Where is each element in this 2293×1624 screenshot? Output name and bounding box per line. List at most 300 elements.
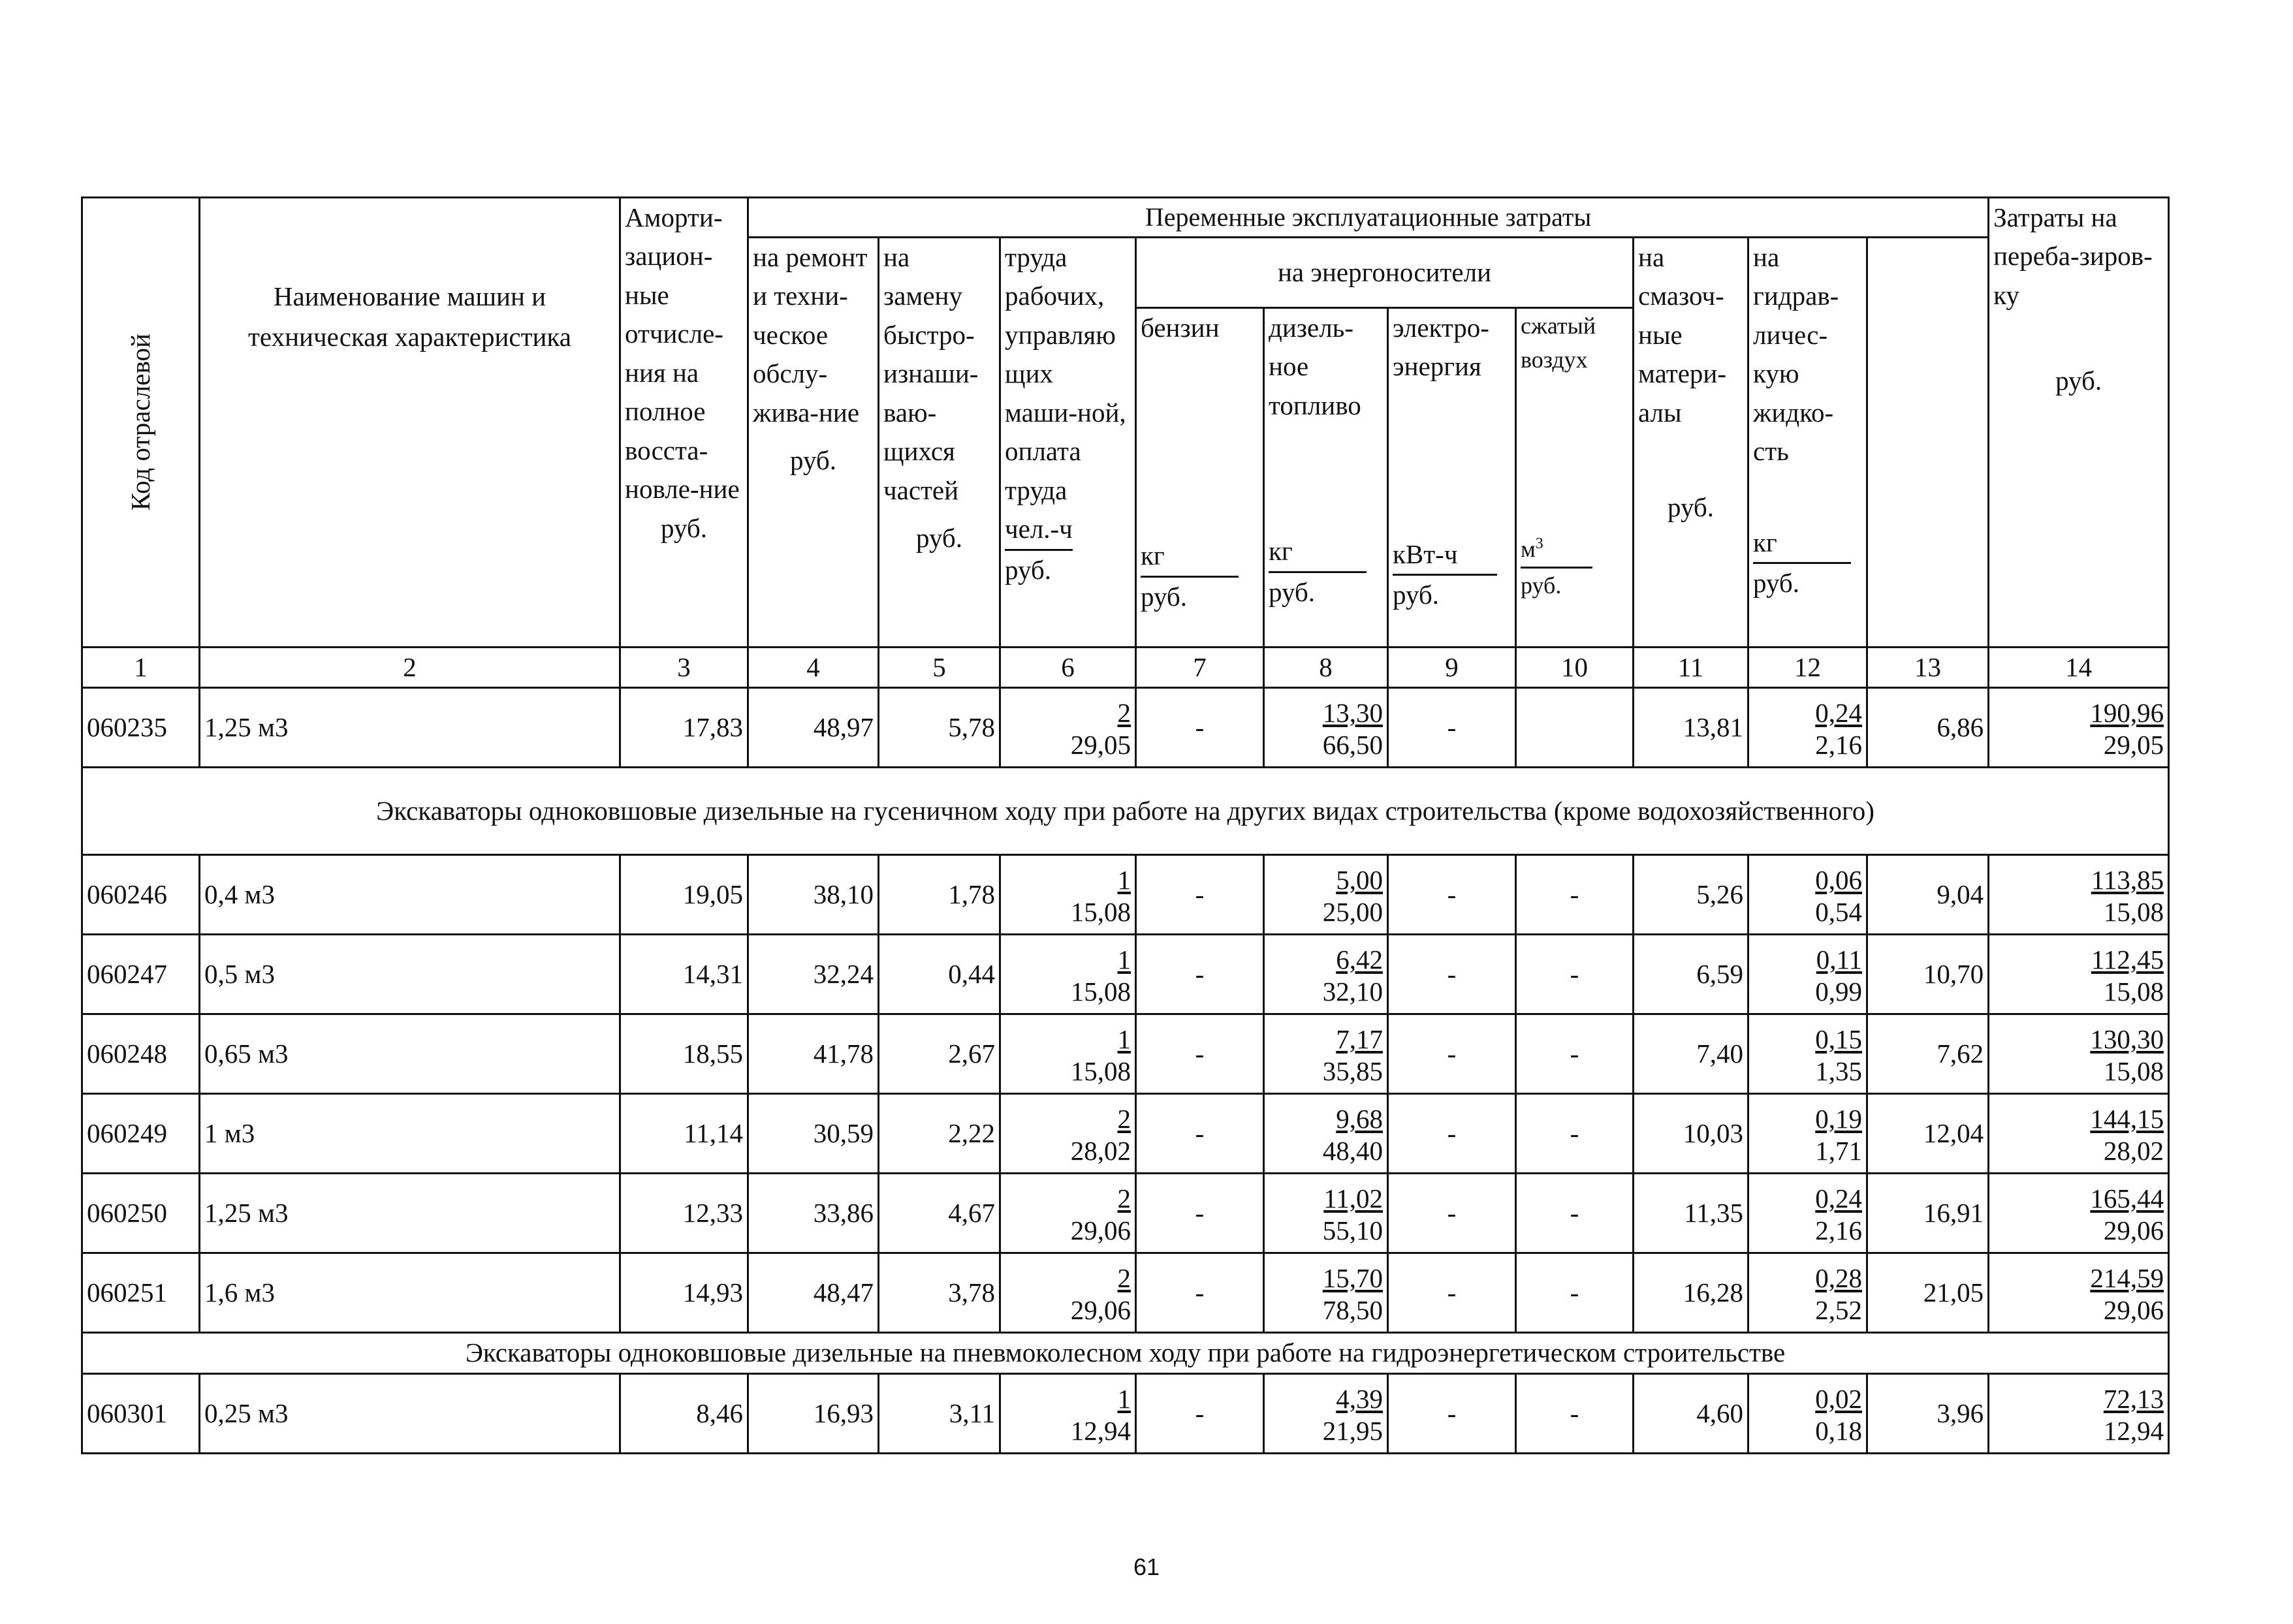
- repair-value: 33,86: [813, 1198, 874, 1228]
- relocation-value: 7,62: [1937, 1038, 1984, 1069]
- machine-code: 060251: [87, 1277, 167, 1308]
- relocation-value: 9,04: [1937, 879, 1984, 910]
- header-amortization-label: Аморти-зацион-ные отчисле-ния на полное восста-новле-ние: [625, 202, 740, 505]
- compressed-air-value: -: [1570, 1198, 1579, 1228]
- hydraulic-fraction-top: 0,15: [1815, 1024, 1862, 1055]
- column-number: 7: [1136, 648, 1264, 688]
- header-electricity-label: электро-энергия: [1393, 313, 1489, 382]
- cell-electricity: [1388, 1014, 1516, 1094]
- hydraulic-fraction: [1815, 1183, 1862, 1247]
- lubricants-value: 10,03: [1683, 1118, 1743, 1149]
- machine-code: 060247: [87, 959, 167, 990]
- labor-fraction: [1071, 864, 1131, 928]
- cell-relocation: [1867, 1094, 1989, 1174]
- diesel-fraction: [1323, 1023, 1383, 1087]
- cell-compressed-air: [1516, 855, 1634, 935]
- cell-labor: [1000, 1094, 1136, 1174]
- hydraulic-fraction-bottom: 0,54: [1815, 897, 1862, 928]
- cell-repair: [748, 688, 879, 768]
- total-fraction-top: 165,44: [2090, 1183, 2164, 1214]
- diesel-fraction-top: 9,68: [1336, 1104, 1383, 1134]
- cell-petrol: [1136, 935, 1264, 1014]
- header-compressed-air: [1516, 308, 1634, 648]
- diesel-fraction-bottom: 48,40: [1322, 1136, 1383, 1166]
- compressed-air-value: -: [1570, 1038, 1579, 1069]
- cell-electricity: [1388, 1094, 1516, 1174]
- section-row: [82, 768, 2169, 855]
- cell-labor: [1000, 688, 1136, 768]
- cell-petrol: [1136, 1014, 1264, 1094]
- labor-fraction: [1071, 1103, 1131, 1167]
- labor-fraction: [1071, 944, 1131, 1008]
- cell-petrol: [1136, 1373, 1264, 1453]
- column-number: 10: [1516, 648, 1634, 688]
- electricity-value: -: [1447, 1277, 1457, 1308]
- diesel-fraction-top: 6,42: [1336, 945, 1383, 975]
- cell-electricity: [1388, 1373, 1516, 1453]
- lubricants-value: 7,40: [1696, 1038, 1743, 1069]
- cell-lubricants: [1634, 1094, 1748, 1174]
- cell-petrol: [1136, 855, 1264, 935]
- diesel-fraction-bottom: 21,95: [1322, 1415, 1383, 1446]
- cell-amortization: [620, 1253, 748, 1333]
- relocation-value: 12,04: [1923, 1118, 1984, 1149]
- cell-parts: [879, 1174, 1000, 1253]
- total-fraction: [2090, 1183, 2164, 1247]
- diesel-fraction: [1323, 1262, 1383, 1326]
- cell-relocation: [1867, 1014, 1989, 1094]
- hydraulic-fraction-top: 0,11: [1816, 945, 1862, 975]
- cell-electricity: [1388, 935, 1516, 1014]
- diesel-fraction-bottom: 35,85: [1322, 1056, 1383, 1087]
- amortization-value: 11,14: [684, 1118, 743, 1149]
- header-diesel-label: дизель-ное топливо: [1269, 313, 1361, 420]
- hydraulic-fraction: [1815, 944, 1862, 1008]
- compressed-air-value: -: [1570, 879, 1579, 910]
- header-relocation-unit: руб.: [2055, 366, 2102, 396]
- cell-name: [200, 1174, 620, 1253]
- table-row: [82, 935, 2169, 1014]
- column-number: 13: [1867, 648, 1989, 688]
- cell-petrol: [1136, 1174, 1264, 1253]
- total-fraction-bottom: 15,08: [2103, 976, 2164, 1007]
- machine-code: 060249: [87, 1118, 167, 1149]
- diesel-fraction-top: 15,70: [1322, 1263, 1383, 1294]
- petrol-value: -: [1195, 959, 1205, 990]
- header-lubricants: [1634, 238, 1748, 648]
- header-electricity-unit-bottom: руб.: [1393, 580, 1440, 610]
- column-numbers-row: [82, 648, 2169, 688]
- cell-code: [82, 1094, 200, 1174]
- cell-lubricants: [1634, 1014, 1748, 1094]
- cell-amortization: [620, 935, 748, 1014]
- total-fraction: [2091, 944, 2164, 1008]
- petrol-value: -: [1195, 1198, 1205, 1228]
- lubricants-value: 13,81: [1683, 712, 1743, 743]
- electricity-value: -: [1447, 1038, 1457, 1069]
- cell-parts: [879, 855, 1000, 935]
- table-row: [82, 1373, 2169, 1453]
- column-number: 1: [82, 648, 200, 688]
- relocation-value: 6,86: [1937, 712, 1984, 743]
- header-parts-label: на замену быстро-изнаши-ваю-щихся частей: [883, 242, 979, 505]
- table-row: [82, 688, 2169, 768]
- hydraulic-fraction-bottom: 1,35: [1815, 1056, 1862, 1087]
- labor-fraction: [1071, 1383, 1131, 1447]
- labor-fraction-bottom: 12,94: [1070, 1415, 1131, 1446]
- header-petrol-unit-bottom: руб.: [1141, 581, 1188, 612]
- machine-name: 0,5 м3: [204, 959, 275, 990]
- cell-hydraulic: [1748, 1253, 1867, 1333]
- parts-value: 5,78: [948, 712, 995, 743]
- page-number: 61: [1133, 1554, 1160, 1580]
- cell-relocation: [1867, 935, 1989, 1014]
- total-fraction: [2090, 1023, 2164, 1087]
- total-fraction-top: 130,30: [2090, 1024, 2164, 1055]
- machine-name: 1,6 м3: [204, 1277, 275, 1308]
- cell-amortization: [620, 688, 748, 768]
- header-hydraulic-unit-top: кг: [1753, 523, 1851, 564]
- cell-labor: [1000, 855, 1136, 935]
- table-row: [82, 1253, 2169, 1333]
- machine-name: 0,65 м3: [204, 1038, 289, 1069]
- electricity-value: -: [1447, 1198, 1457, 1228]
- column-number: 8: [1264, 648, 1388, 688]
- hydraulic-fraction-bottom: 0,99: [1815, 976, 1862, 1007]
- parts-value: 3,78: [948, 1277, 995, 1308]
- cell-labor: [1000, 1174, 1136, 1253]
- cell-code: [82, 1373, 200, 1453]
- header-diesel-unit-top: кг: [1269, 532, 1367, 572]
- parts-value: 2,67: [948, 1038, 995, 1069]
- hydraulic-fraction-bottom: 2,16: [1815, 730, 1862, 760]
- parts-value: 2,22: [948, 1118, 995, 1149]
- header-petrol: [1136, 308, 1264, 648]
- hydraulic-fraction: [1815, 1023, 1862, 1087]
- cell-diesel: [1264, 1014, 1388, 1094]
- header-labor-unit-top: чел.-ч: [1005, 510, 1073, 550]
- cell-parts: [879, 935, 1000, 1014]
- petrol-value: -: [1195, 1398, 1205, 1428]
- compressed-air-value: -: [1570, 1277, 1579, 1308]
- cell-hydraulic: [1748, 688, 1867, 768]
- total-fraction-bottom: 29,05: [2103, 730, 2164, 760]
- header-hydraulic: [1748, 238, 1867, 648]
- hydraulic-fraction-top: 0,02: [1815, 1383, 1862, 1414]
- hydraulic-fraction: [1815, 864, 1862, 928]
- machine-name: 1,25 м3: [204, 1198, 289, 1228]
- hydraulic-fraction-top: 0,28: [1815, 1263, 1862, 1294]
- cell-lubricants: [1634, 1174, 1748, 1253]
- diesel-fraction: [1323, 864, 1383, 928]
- cell-name: [200, 1094, 620, 1174]
- cell-hydraulic: [1748, 1014, 1867, 1094]
- machine-code: 060235: [87, 712, 167, 743]
- cell-diesel: [1264, 1253, 1388, 1333]
- cell-amortization: [620, 1094, 748, 1174]
- machine-name: 0,4 м3: [204, 879, 275, 910]
- header-hydraulic-label: на гидрав-личес-кую жидко-сть: [1753, 242, 1839, 467]
- repair-value: 48,47: [813, 1277, 874, 1308]
- table-row: [82, 1014, 2169, 1094]
- lubricants-value: 6,59: [1696, 959, 1743, 990]
- header-compressed-air-label: сжатый воздух: [1521, 313, 1596, 373]
- cell-amortization: [620, 1014, 748, 1094]
- cell-repair: [748, 935, 879, 1014]
- column-number: 2: [200, 648, 620, 688]
- hydraulic-fraction: [1815, 697, 1862, 761]
- cell-name: [200, 1253, 620, 1333]
- cell-diesel: [1264, 1373, 1388, 1453]
- diesel-fraction: [1323, 944, 1383, 1008]
- machine-name: 1 м3: [204, 1118, 255, 1149]
- diesel-fraction-top: 4,39: [1336, 1383, 1383, 1414]
- repair-value: 32,24: [813, 959, 874, 990]
- electricity-value: -: [1447, 1118, 1457, 1149]
- header-parts-unit: руб.: [915, 523, 963, 554]
- electricity-value: -: [1447, 959, 1457, 990]
- cell-compressed-air: [1516, 1014, 1634, 1094]
- amortization-value: 8,46: [696, 1398, 743, 1428]
- cell-name: [200, 935, 620, 1014]
- diesel-fraction-bottom: 25,00: [1322, 897, 1383, 928]
- diesel-fraction-top: 13,30: [1322, 698, 1383, 728]
- amortization-value: 14,93: [682, 1277, 743, 1308]
- header-repair-unit: руб.: [789, 445, 837, 476]
- diesel-fraction-bottom: 66,50: [1322, 730, 1383, 760]
- cell-total: [1989, 1094, 2169, 1174]
- column-number: 3: [620, 648, 748, 688]
- cell-relocation: [1867, 1253, 1989, 1333]
- cost-table: [81, 196, 2170, 1454]
- cell-lubricants: [1634, 1373, 1748, 1453]
- total-fraction-bottom: 29,06: [2103, 1215, 2164, 1246]
- header-petrol-label: бензин: [1141, 313, 1220, 343]
- section-row: [82, 1333, 2169, 1373]
- cell-name: [200, 1014, 620, 1094]
- electricity-value: -: [1447, 712, 1457, 743]
- header-labor: [1000, 238, 1136, 648]
- header-diesel-unit-bottom: руб.: [1269, 576, 1316, 607]
- repair-value: 30,59: [813, 1118, 874, 1149]
- cell-petrol: [1136, 1094, 1264, 1174]
- column-number: 4: [748, 648, 879, 688]
- labor-fraction: [1071, 1183, 1131, 1247]
- machine-code: 060250: [87, 1198, 167, 1228]
- diesel-fraction: [1323, 1103, 1383, 1167]
- header-energy: на энергоносители: [1136, 238, 1634, 308]
- labor-fraction-bottom: 28,02: [1070, 1136, 1131, 1166]
- cell-petrol: [1136, 1253, 1264, 1333]
- petrol-value: -: [1195, 1277, 1205, 1308]
- header-labor-label: труда рабочих, управляю щих маши-ной, оплата труда: [1005, 242, 1126, 505]
- cell-total: [1989, 1253, 2169, 1333]
- header-code-label: Код отраслевой: [125, 334, 155, 511]
- total-fraction: [2090, 1103, 2164, 1167]
- hydraulic-fraction-top: 0,19: [1815, 1104, 1862, 1134]
- total-fraction-bottom: 12,94: [2103, 1415, 2164, 1446]
- amortization-value: 12,33: [682, 1198, 743, 1228]
- cell-repair: [748, 855, 879, 935]
- cell-parts: [879, 1373, 1000, 1453]
- cell-amortization: [620, 855, 748, 935]
- cell-code: [82, 688, 200, 768]
- header-lubricants-unit: руб.: [1667, 492, 1715, 523]
- cell-name: [200, 1373, 620, 1453]
- hydraulic-fraction-bottom: 0,18: [1815, 1415, 1862, 1446]
- cell-repair: [748, 1373, 879, 1453]
- cell-total: [1989, 1014, 2169, 1094]
- cell-total: [1989, 1373, 2169, 1453]
- hydraulic-fraction-bottom: 2,52: [1815, 1295, 1862, 1326]
- hydraulic-fraction-bottom: 2,16: [1815, 1215, 1862, 1246]
- machine-code: 060248: [87, 1038, 167, 1069]
- labor-fraction-top: 1: [1117, 1383, 1131, 1414]
- column-number: 14: [1989, 648, 2169, 688]
- header-compressed-air-unit-sup: 3: [1535, 535, 1543, 553]
- cell-lubricants: [1634, 855, 1748, 935]
- cell-labor: [1000, 1373, 1136, 1453]
- cell-code: [82, 935, 200, 1014]
- parts-value: 4,67: [948, 1198, 995, 1228]
- cell-compressed-air: [1516, 1373, 1634, 1453]
- header-petrol-unit-top: кг: [1141, 537, 1239, 577]
- cell-parts: [879, 1094, 1000, 1174]
- header-electricity-unit-top: кВт-ч: [1393, 535, 1497, 576]
- total-fraction: [2104, 1383, 2164, 1447]
- labor-fraction: [1071, 1023, 1131, 1087]
- labor-fraction-top: 2: [1117, 1183, 1131, 1214]
- total-fraction-top: 144,15: [2090, 1104, 2164, 1134]
- cell-diesel: [1264, 688, 1388, 768]
- cell-repair: [748, 1174, 879, 1253]
- total-fraction-top: 72,13: [2103, 1383, 2164, 1414]
- cell-amortization: [620, 1174, 748, 1253]
- labor-fraction-top: 1: [1117, 945, 1131, 975]
- header-relocation-label: Затраты на переба-зиров-ку: [1993, 202, 2153, 310]
- total-fraction-bottom: 15,08: [2103, 1056, 2164, 1087]
- diesel-fraction: [1323, 697, 1383, 761]
- cell-diesel: [1264, 935, 1388, 1014]
- parts-value: 3,11: [949, 1398, 995, 1428]
- lubricants-value: 11,35: [1684, 1198, 1743, 1228]
- labor-fraction-top: 2: [1117, 698, 1131, 728]
- labor-fraction-bottom: 15,08: [1070, 976, 1131, 1007]
- header-diesel: [1264, 308, 1388, 648]
- cell-compressed-air: [1516, 688, 1634, 768]
- header-amortization: [620, 198, 748, 648]
- cell-repair: [748, 1253, 879, 1333]
- total-fraction: [2091, 864, 2164, 928]
- amortization-value: 18,55: [682, 1038, 743, 1069]
- compressed-air-value: -: [1570, 1398, 1579, 1428]
- cell-total: [1989, 688, 2169, 768]
- cell-relocation: [1867, 855, 1989, 935]
- header-compressed-air-unit-bottom: руб.: [1521, 572, 1562, 599]
- column-number: 12: [1748, 648, 1867, 688]
- total-fraction: [2090, 1262, 2164, 1326]
- diesel-fraction-top: 7,17: [1336, 1024, 1383, 1055]
- cell-amortization: [620, 1373, 748, 1453]
- repair-value: 48,97: [813, 712, 874, 743]
- header-lubricants-label: на смазоч-ные матери-алы: [1638, 242, 1727, 428]
- labor-fraction-top: 1: [1117, 865, 1131, 896]
- total-fraction-top: 214,59: [2090, 1263, 2164, 1294]
- section-title: Экскаваторы одноковшовые дизельные на гусеничном ходу при работе на других видах строительства (кроме водохозяйственного): [82, 768, 2169, 855]
- machine-code: 060246: [87, 879, 167, 910]
- diesel-fraction-bottom: 55,10: [1322, 1215, 1383, 1246]
- cell-diesel: [1264, 1094, 1388, 1174]
- cell-lubricants: [1634, 688, 1748, 768]
- header-amortization-unit: руб.: [660, 512, 708, 543]
- hydraulic-fraction-top: 0,06: [1815, 865, 1862, 896]
- column-number: 9: [1388, 648, 1516, 688]
- total-fraction: [2090, 697, 2164, 761]
- labor-fraction-top: 2: [1117, 1104, 1131, 1134]
- machine-name: 0,25 м3: [204, 1398, 289, 1428]
- diesel-fraction-bottom: 78,50: [1322, 1295, 1383, 1326]
- total-fraction-top: 190,96: [2090, 698, 2164, 728]
- header-parts: [879, 238, 1000, 648]
- cell-hydraulic: [1748, 1174, 1867, 1253]
- petrol-value: -: [1195, 1118, 1205, 1149]
- cell-relocation: [1867, 1373, 1989, 1453]
- total-fraction-bottom: 29,06: [2103, 1295, 2164, 1326]
- diesel-fraction: [1323, 1183, 1383, 1247]
- cell-code: [82, 1174, 200, 1253]
- column-number: 11: [1634, 648, 1748, 688]
- cell-electricity: [1388, 855, 1516, 935]
- hydraulic-fraction: [1815, 1383, 1862, 1447]
- repair-value: 16,93: [813, 1398, 874, 1428]
- header-compressed-air-unit-top: м: [1521, 536, 1536, 563]
- section-title: Экскаваторы одноковшовые дизельные на пневмоколесном ходу при работе на гидроэнергетическом строительстве: [82, 1333, 2169, 1373]
- relocation-value: 10,70: [1923, 959, 1984, 990]
- hydraulic-fraction-top: 0,24: [1815, 698, 1862, 728]
- amortization-value: 19,05: [682, 879, 743, 910]
- cell-hydraulic: [1748, 935, 1867, 1014]
- labor-fraction: [1071, 697, 1131, 761]
- diesel-fraction-top: 11,02: [1323, 1183, 1383, 1214]
- table-header: [82, 198, 2169, 688]
- electricity-value: -: [1447, 879, 1457, 910]
- header-variable-costs: Переменные эксплуатационные затраты: [748, 198, 1989, 238]
- labor-fraction-bottom: 29,05: [1070, 730, 1131, 760]
- cell-diesel: [1264, 1174, 1388, 1253]
- amortization-value: 14,31: [682, 959, 743, 990]
- header-code: [82, 198, 200, 648]
- diesel-fraction-top: 5,00: [1336, 865, 1383, 896]
- diesel-fraction: [1323, 1383, 1383, 1447]
- cell-hydraulic: [1748, 855, 1867, 935]
- cell-code: [82, 1014, 200, 1094]
- cell-name: [200, 855, 620, 935]
- electricity-value: -: [1447, 1398, 1457, 1428]
- cell-total: [1989, 935, 2169, 1014]
- header-name: Наименование машин и техническая характеристика: [200, 198, 620, 648]
- cell-labor: [1000, 1014, 1136, 1094]
- cell-code: [82, 855, 200, 935]
- cell-compressed-air: [1516, 1253, 1634, 1333]
- relocation-value: 3,96: [1937, 1398, 1984, 1428]
- machine-name: 1,25 м3: [204, 712, 289, 743]
- compressed-air-value: -: [1570, 959, 1579, 990]
- cell-relocation: [1867, 1174, 1989, 1253]
- machine-code: 060301: [87, 1398, 167, 1428]
- petrol-value: -: [1195, 1038, 1205, 1069]
- hydraulic-fraction-top: 0,24: [1815, 1183, 1862, 1214]
- total-fraction-bottom: 15,08: [2103, 897, 2164, 928]
